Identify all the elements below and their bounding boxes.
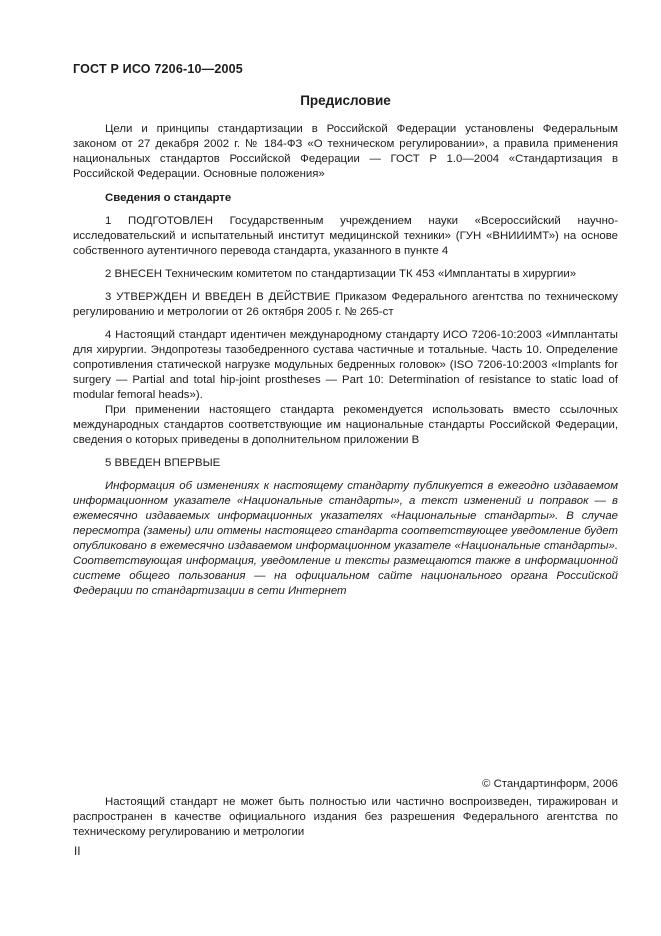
paragraph-intro: Цели и принципы стандартизации в Российской Федерации установлены Федеральным законом от 27 декабря 2002 г. № 184-ФЗ «О техническом регулировании», а правила применения национальных стандартов Российской Федерации — ГОСТ Р 1.0—2004 «Стандартизация в Российской Федерации. Основные положения» [73,123,618,180]
clause-1-prepared: 1 ПОДГОТОВЛЕН Государственным учреждением науки «Всероссийский научно-исследовательский и испытательный институт медицинской техники» (ГУН «ВНИИИМТ») на основе собственного аутентичного перевода стандарта, указанного в пункте 4 [73,215,618,257]
clause-2-submitted: 2 ВНЕСЕН Техническим комитетом по стандартизации ТК 453 «Имплантаты в хирургии» [105,268,577,280]
restriction-block [73,795,618,840]
clause-3-approved: 3 УТВЕРЖДЕН И ВВЕДЕН В ДЕЙСТВИЕ Приказом Федерального агентства по техническому регулированию и метрологии от 26 октября 2005 г. № 265-ст [73,291,618,318]
paragraph-amendments-note: Информация об изменениях к настоящему стандарту публикуется в ежегодно издаваемом информационном указателе «Национальные стандарты», а текст изменений и поправок — в ежемесячно издаваемых информационных указателях «Национальные стандарты». В случае пересмотра (замены) или отмены настоящего стандарта соответствующее уведомление будет опубликовано в ежемесячно издаваемом информационном указателе «Национальные стандарты». Соответствующая информация, уведомление и тексты размещаются также в информационной системе общего пользования — на официальном сайте национального органа Российской Федерации по стандартизации в сети Интернет [73,480,618,597]
clause-4-identical: 4 Настоящий стандарт идентичен международному стандарту ИСО 7206-10:2003 «Имплантаты для хирургии. Эндопротезы тазобедренного сустава частичные и тотальные. Часть 10. Определение сопротивления статической нагрузке модульных бедренных головок» (ISO 7206-10:2003 «Implants for surgery — Partial and total hip-joint prostheses — Part 10: Determination of resistance to static load of modular femoral heads»). [73,329,618,401]
page-title: Предисловие [300,93,391,108]
document-code: ГОСТ Р ИСО 7206-10—2005 [73,62,243,76]
clause-5-first-introduced: 5 ВВЕДЕН ВПЕРВЫЕ [105,457,221,469]
section-heading: Сведения о стандарте [105,192,232,204]
page-number: II [74,844,81,858]
paragraph-restriction: Настоящий стандарт не может быть полностью или частично воспроизведен, тиражирован и распространен в качестве официального издания без разрешения Федерального агентства по техническому регулированию и метрологии [73,796,618,838]
copyright-notice: © Стандартинформ, 2006 [482,778,618,790]
clause-4-continuation: При применении настоящего стандарта рекомендуется использовать вместо ссылочных международных стандартов соответствующие им национальные стандарты Российской Федерации, сведения о которых приведены в дополнительном приложении В [73,404,618,446]
